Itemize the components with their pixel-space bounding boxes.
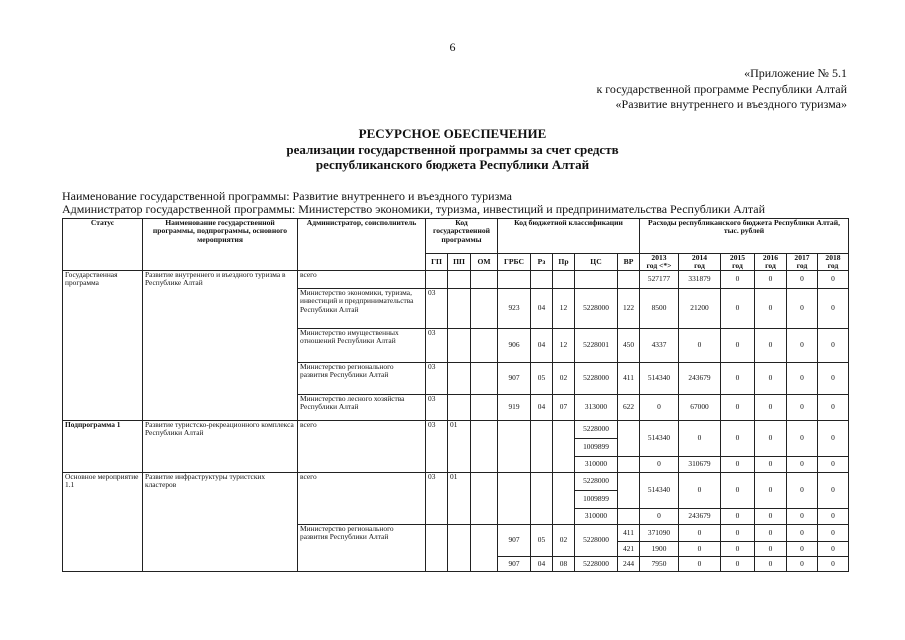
cell-y2013: 0 xyxy=(640,457,679,473)
cell-y2014: 0 xyxy=(679,329,721,363)
cell-y2016: 0 xyxy=(755,329,787,363)
cell-y2016: 0 xyxy=(755,457,787,473)
cell-y2017: 0 xyxy=(787,457,818,473)
cell-y2014: 331879 xyxy=(679,271,721,289)
resource-table xyxy=(62,218,849,572)
cell-cs: 1009899 xyxy=(575,491,618,509)
cell-grbs: 919 xyxy=(498,395,531,421)
cell-cs: 5228000 xyxy=(575,557,618,572)
cell-y2018: 0 xyxy=(818,289,849,329)
title-line-2: реализации государственной программы за счет средств xyxy=(286,141,619,157)
cell-cs xyxy=(575,271,618,289)
cell-y2015: 0 xyxy=(721,457,755,473)
cell-pr: 12 xyxy=(553,329,575,363)
cell-y2016: 0 xyxy=(755,289,787,329)
annex-block xyxy=(596,66,847,113)
cell-y2018: 0 xyxy=(818,525,849,542)
cell-pr: 12 xyxy=(553,289,575,329)
cell-y2017: 0 xyxy=(787,525,818,542)
cell-y2018: 0 xyxy=(818,542,849,557)
cell-status: Подпрограмма 1 xyxy=(63,421,143,473)
cell-cs: 1009899 xyxy=(575,439,618,457)
page-number: 6 xyxy=(449,40,456,54)
cell-y2018: 0 xyxy=(818,329,849,363)
cell-y2015: 0 xyxy=(721,329,755,363)
cell-y2018: 0 xyxy=(818,473,849,509)
cell-y2013: 371090 xyxy=(640,525,679,542)
cell-om xyxy=(471,329,498,363)
row-activity-1-1 xyxy=(63,473,849,491)
cell-rz xyxy=(531,473,553,525)
cell-rz: 05 xyxy=(531,525,553,557)
cell-y2013: 7950 xyxy=(640,557,679,572)
cell-vr xyxy=(618,509,640,525)
cell-om xyxy=(471,363,498,395)
row-gp-total xyxy=(63,271,849,289)
cell-y2017: 0 xyxy=(787,557,818,572)
cell-y2015: 0 xyxy=(721,557,755,572)
cell-grbs: 907 xyxy=(498,557,531,572)
cell-y2014: 0 xyxy=(679,557,721,572)
cell-y2017: 0 xyxy=(787,329,818,363)
cell-y2016: 0 xyxy=(755,395,787,421)
cell-y2016: 0 xyxy=(755,557,787,572)
cell-admin: Министерство имущественных отношений Республики Алтай xyxy=(298,329,426,363)
cell-y2017: 0 xyxy=(787,289,818,329)
cell-y2018: 0 xyxy=(818,363,849,395)
cell-grbs xyxy=(498,473,531,525)
cell-y2015: 0 xyxy=(721,525,755,542)
header-vr: ВР xyxy=(618,254,640,271)
cell-rz: 05 xyxy=(531,363,553,395)
cell-grbs xyxy=(498,421,531,473)
cell-y2018: 0 xyxy=(818,395,849,421)
cell-admin: всего xyxy=(298,473,426,525)
cell-y2015: 0 xyxy=(721,542,755,557)
annex-line-3: «Развитие внутреннего и въездного туризма» xyxy=(615,97,847,111)
cell-gp: 03 xyxy=(426,473,448,525)
cell-y2017: 0 xyxy=(787,271,818,289)
cell-admin: Министерство регионального развития Республики Алтай xyxy=(298,525,426,572)
cell-y2015: 0 xyxy=(721,271,755,289)
cell-vr xyxy=(618,421,640,457)
cell-cs: 5228000 xyxy=(575,525,618,557)
cell-om xyxy=(471,395,498,421)
cell-y2018: 0 xyxy=(818,421,849,457)
cell-rz: 04 xyxy=(531,395,553,421)
cell-vr xyxy=(618,271,640,289)
cell-y2014: 0 xyxy=(679,421,721,457)
cell-grbs xyxy=(498,271,531,289)
cell-y2016: 0 xyxy=(755,363,787,395)
cell-gp xyxy=(426,271,448,289)
cell-pr xyxy=(553,271,575,289)
cell-cs: 5228000 xyxy=(575,289,618,329)
cell-om xyxy=(471,421,498,473)
cell-y2018: 0 xyxy=(818,457,849,473)
cell-y2018: 0 xyxy=(818,509,849,525)
header-gp: ГП xyxy=(426,254,448,271)
header-name: Наименование государственной программы, подпрограммы, основного мероприятия xyxy=(143,219,298,271)
cell-gp xyxy=(426,525,448,572)
cell-pp: 01 xyxy=(448,473,471,525)
cell-rz: 04 xyxy=(531,329,553,363)
cell-y2018: 0 xyxy=(818,557,849,572)
cell-admin: всего xyxy=(298,421,426,473)
cell-admin: Министерство лесного хозяйства Республики Алтай xyxy=(298,395,426,421)
cell-vr: 411 xyxy=(618,525,640,542)
cell-y2015: 0 xyxy=(721,395,755,421)
cell-status: Государственная программа xyxy=(63,271,143,421)
header-year-2018: 2018 год xyxy=(818,254,849,271)
header-gp-code: Код государственной программы xyxy=(426,219,498,254)
cell-y2014: 21200 xyxy=(679,289,721,329)
cell-rz: 04 xyxy=(531,557,553,572)
header-pr: Пр xyxy=(553,254,575,271)
cell-y2017: 0 xyxy=(787,363,818,395)
title-line-1: РЕСУРСНОЕ ОБЕСПЕЧЕНИЕ xyxy=(358,126,547,141)
header-pp: ПП xyxy=(448,254,471,271)
cell-y2017: 0 xyxy=(787,542,818,557)
cell-grbs: 907 xyxy=(498,363,531,395)
cell-y2015: 0 xyxy=(721,363,755,395)
cell-cs: 5228001 xyxy=(575,329,618,363)
cell-om xyxy=(471,271,498,289)
cell-vr xyxy=(618,457,640,473)
cell-admin: Министерство экономики, туризма, инвестиций и предпринимательства Республики Алтай xyxy=(298,289,426,329)
annex-line-1: «Приложение № 5.1 xyxy=(744,66,847,80)
cell-y2016: 0 xyxy=(755,421,787,457)
header-year-2015: 2015 год xyxy=(721,254,755,271)
cell-y2013: 527177 xyxy=(640,271,679,289)
row-subprogram-1 xyxy=(63,421,849,439)
header-budget-code: Код бюджетной классификации xyxy=(498,219,640,254)
cell-vr: 411 xyxy=(618,363,640,395)
cell-y2014: 243679 xyxy=(679,509,721,525)
header-admin: Администратор, соисполнитель xyxy=(298,219,426,271)
header-om: ОМ xyxy=(471,254,498,271)
cell-pr xyxy=(553,473,575,525)
cell-y2016: 0 xyxy=(755,271,787,289)
cell-y2016: 0 xyxy=(755,509,787,525)
cell-y2015: 0 xyxy=(721,289,755,329)
cell-vr xyxy=(618,473,640,509)
cell-pp xyxy=(448,289,471,329)
header-year-2014: 2014 год xyxy=(679,254,721,271)
cell-rz xyxy=(531,271,553,289)
program-meta xyxy=(62,190,765,215)
cell-y2017: 0 xyxy=(787,421,818,457)
cell-y2017: 0 xyxy=(787,473,818,509)
cell-y2013: 0 xyxy=(640,395,679,421)
cell-y2017: 0 xyxy=(787,509,818,525)
cell-grbs: 923 xyxy=(498,289,531,329)
cell-y2013: 514340 xyxy=(640,473,679,509)
cell-pp xyxy=(448,395,471,421)
program-admin-line: Администратор государственной программы: Министерство экономики, туризма, инвестиций и предпринимательства Республики Алтай xyxy=(62,201,766,216)
cell-y2014: 0 xyxy=(679,525,721,542)
cell-cs: 5228000 xyxy=(575,473,618,491)
cell-vr: 421 xyxy=(618,542,640,557)
header-year-2017: 2017 год xyxy=(787,254,818,271)
cell-gp: 03 xyxy=(426,395,448,421)
cell-y2016: 0 xyxy=(755,525,787,542)
cell-om xyxy=(471,525,498,572)
cell-name: Развитие инфраструктуры туристских кластеров xyxy=(143,473,298,572)
cell-grbs: 907 xyxy=(498,525,531,557)
header-status: Статус xyxy=(63,219,143,271)
cell-vr: 244 xyxy=(618,557,640,572)
cell-y2013: 0 xyxy=(640,509,679,525)
cell-y2013: 514340 xyxy=(640,363,679,395)
cell-grbs: 906 xyxy=(498,329,531,363)
cell-y2017: 0 xyxy=(787,395,818,421)
header-cs: ЦС xyxy=(575,254,618,271)
cell-y2014: 0 xyxy=(679,473,721,509)
header-row-1 xyxy=(63,219,849,254)
cell-y2013: 8500 xyxy=(640,289,679,329)
cell-pp xyxy=(448,271,471,289)
header-year-2016: 2016 год xyxy=(755,254,787,271)
cell-rz xyxy=(531,421,553,473)
cell-gp: 03 xyxy=(426,421,448,473)
header-rz: Рз xyxy=(531,254,553,271)
cell-y2014: 310679 xyxy=(679,457,721,473)
cell-cs: 5228000 xyxy=(575,363,618,395)
header-expenses: Расходы республиканского бюджета Республики Алтай, тыс. рублей xyxy=(640,219,849,254)
cell-gp: 03 xyxy=(426,363,448,395)
cell-rz: 04 xyxy=(531,289,553,329)
cell-y2014: 67000 xyxy=(679,395,721,421)
cell-y2013: 4337 xyxy=(640,329,679,363)
cell-cs: 313000 xyxy=(575,395,618,421)
cell-pr xyxy=(553,421,575,473)
cell-status: Основное мероприятие 1.1 xyxy=(63,473,143,572)
cell-cs: 310000 xyxy=(575,457,618,473)
cell-pr: 02 xyxy=(553,363,575,395)
cell-y2015: 0 xyxy=(721,473,755,509)
cell-vr: 122 xyxy=(618,289,640,329)
cell-y2015: 0 xyxy=(721,509,755,525)
cell-pr: 07 xyxy=(553,395,575,421)
cell-cs: 5228000 xyxy=(575,421,618,439)
cell-y2015: 0 xyxy=(721,421,755,457)
title-line-3: республиканского бюджета Республики Алтай xyxy=(315,157,590,172)
cell-y2014: 0 xyxy=(679,542,721,557)
cell-y2018: 0 xyxy=(818,271,849,289)
cell-y2016: 0 xyxy=(755,542,787,557)
cell-pp xyxy=(448,363,471,395)
cell-cs: 310000 xyxy=(575,509,618,525)
program-name-line: Наименование государственной программы: Развитие внутреннего и въездного туризма xyxy=(62,189,513,203)
document-title xyxy=(0,126,905,173)
cell-vr: 622 xyxy=(618,395,640,421)
cell-admin: Министерство регионального развития Республики Алтай xyxy=(298,363,426,395)
cell-y2014: 243679 xyxy=(679,363,721,395)
cell-name: Развитие туристско-рекреационного комплекса Республики Алтай xyxy=(143,421,298,473)
cell-pp xyxy=(448,525,471,572)
cell-pr: 08 xyxy=(553,557,575,572)
cell-om xyxy=(471,473,498,525)
cell-gp: 03 xyxy=(426,329,448,363)
cell-om xyxy=(471,289,498,329)
cell-name: Развитие внутреннего и въездного туризма в Республике Алтай xyxy=(143,271,298,421)
cell-gp: 03 xyxy=(426,289,448,329)
cell-pr: 02 xyxy=(553,525,575,557)
cell-y2016: 0 xyxy=(755,473,787,509)
cell-y2013: 514340 xyxy=(640,421,679,457)
header-year-2013: 2013 год <*> xyxy=(640,254,679,271)
annex-line-2: к государственной программе Республики Алтай xyxy=(596,81,847,96)
header-grbs: ГРБС xyxy=(498,254,531,271)
cell-y2013: 1900 xyxy=(640,542,679,557)
cell-pp xyxy=(448,329,471,363)
cell-pp: 01 xyxy=(448,421,471,473)
cell-vr: 450 xyxy=(618,329,640,363)
cell-admin: всего xyxy=(298,271,426,289)
